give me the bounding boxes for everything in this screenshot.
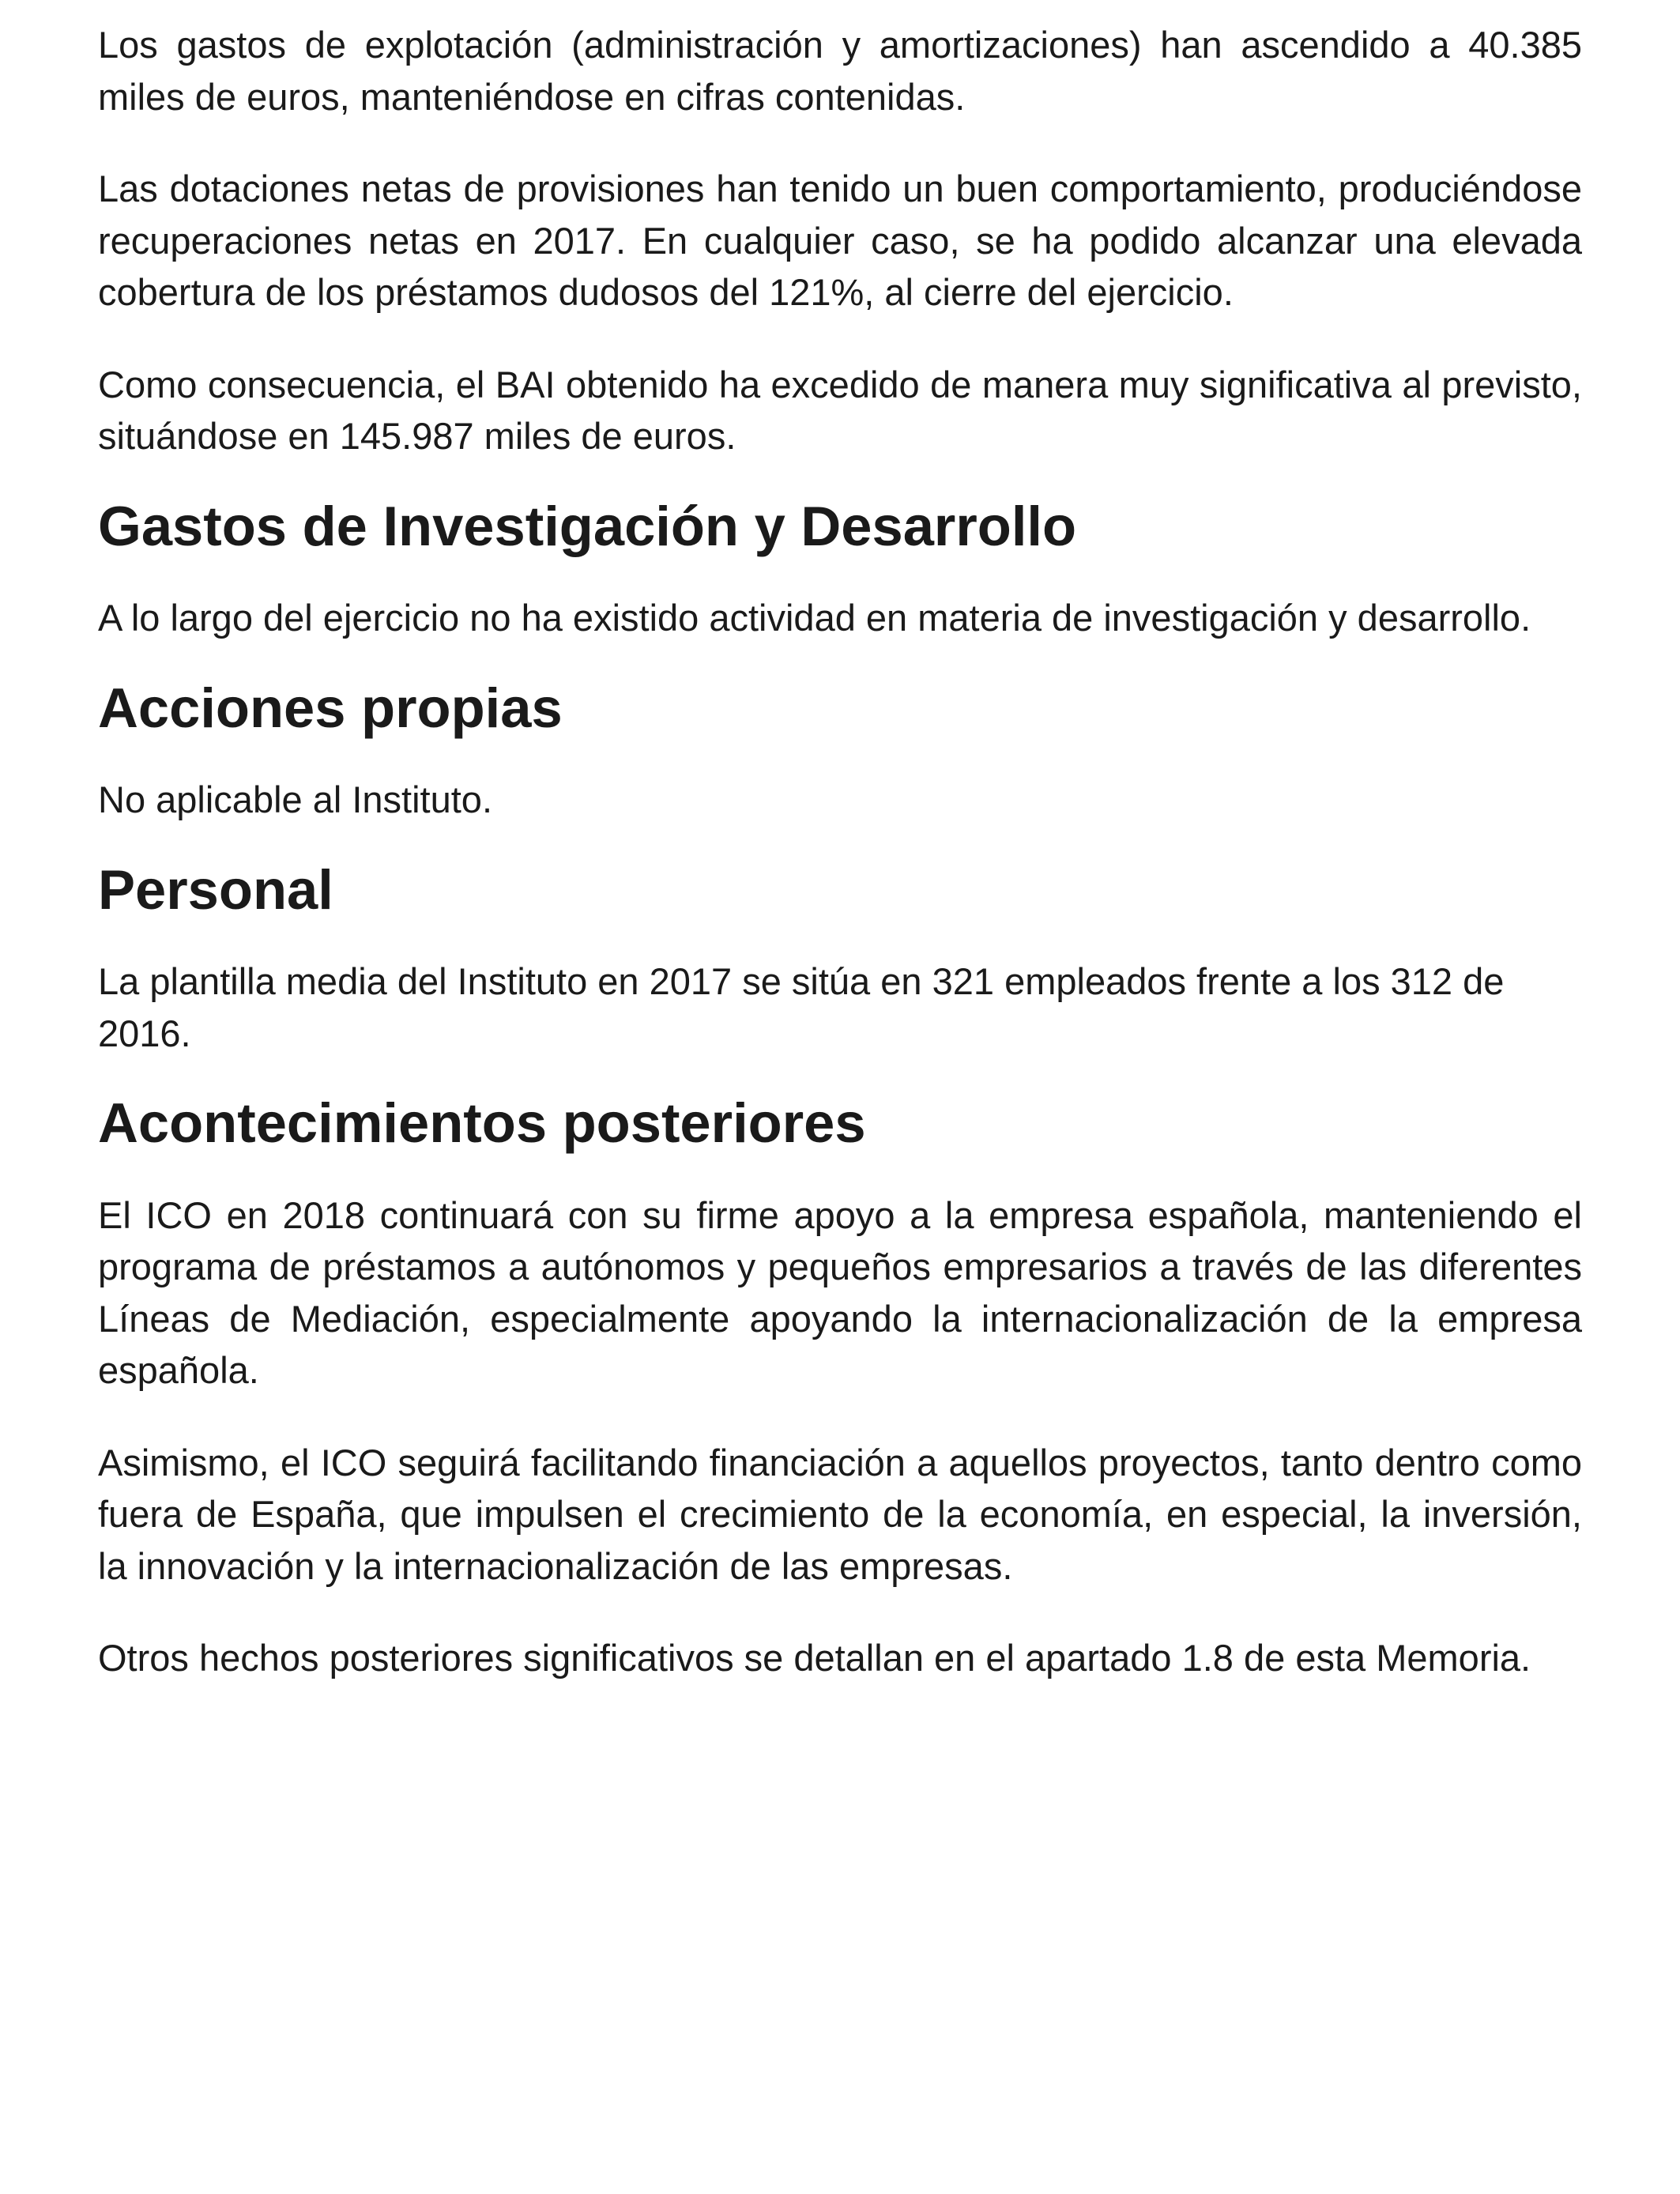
paragraph-investigacion-desarrollo: A lo largo del ejercicio no ha existido actividad en materia de investigación y desarrollo. [98, 597, 1531, 639]
paragraph-acontecimientos-ico-2018: El ICO en 2018 continuará con su firme apoyo a la empresa española, manteniendo el programa de préstamos a autónomos y pequeños empresarios a través de las diferentes Líneas de Mediación, especialmente apoyando la internacionalización de la empresa española. [98, 1193, 1582, 1391]
heading-acciones-propias: Acciones propias [98, 676, 563, 739]
paragraph-acontecimientos-financiacion: Asimismo, el ICO seguirá facilitando financiación a aquellos proyectos, tanto dentro como fuera de España, que impulsen el crecimiento de la economía, en especial, la inversión, la innovación y la internacionalización de las empresas. [98, 1441, 1582, 1587]
document-page [98, 19, 1582, 1684]
heading-personal: Personal [98, 858, 333, 921]
paragraph-gastos-explotacion: Los gastos de explotación (administración y amortizaciones) han ascendido a 40.385 miles de euros, manteniéndose en cifras contenidas. [98, 24, 1582, 118]
paragraph-personal: La plantilla media del Instituto en 2017 se sitúa en 321 empleados frente a los 312 de 2016. [98, 960, 1505, 1054]
paragraph-dotaciones-provisiones: Las dotaciones netas de provisiones han tenido un buen comportamiento, produciéndose recuperaciones netas en 2017. En cualquier caso, se ha podido alcanzar una elevada cobertura de los préstamos dudosos del 121%, al cierre del ejercicio. [98, 168, 1582, 313]
heading-investigacion-desarrollo: Gastos de Investigación y Desarrollo [98, 494, 1077, 557]
heading-acontecimientos-posteriores: Acontecimientos posteriores [98, 1091, 866, 1154]
paragraph-bai: Como consecuencia, el BAI obtenido ha excedido de manera muy significativa al previsto, situándose en 145.987 miles de euros. [98, 363, 1582, 457]
paragraph-acciones-propias: No aplicable al Instituto. [98, 778, 493, 820]
paragraph-acontecimientos-otros-hechos: Otros hechos posteriores significativos se detallan en el apartado 1.8 de esta Memoria. [98, 1637, 1531, 1679]
